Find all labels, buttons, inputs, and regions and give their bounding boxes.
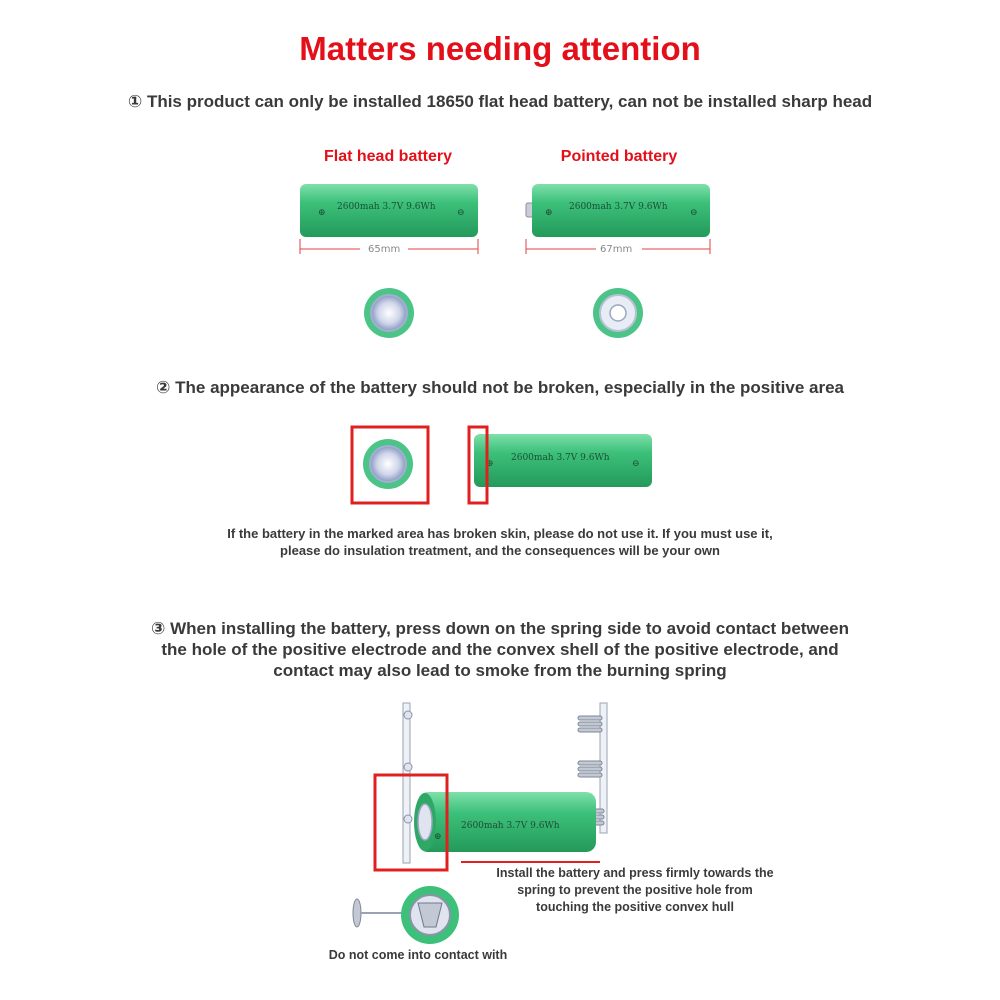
installed-battery-text: 2600mah 3.7V 9.6Wh xyxy=(461,821,560,831)
svg-text:⊕: ⊕ xyxy=(545,208,553,218)
flat-head-label: Flat head battery xyxy=(323,148,453,165)
flat-head-battery xyxy=(300,184,478,237)
note-3-line-1: ③ When installing the battery, press down on the spring side to avoid contact between xyxy=(151,619,849,638)
svg-text:⊕: ⊕ xyxy=(318,208,326,218)
install-caption xyxy=(470,865,800,916)
no-contact-illustration xyxy=(353,886,459,944)
page-title: Matters needing attention xyxy=(299,30,701,67)
svg-text:⊖: ⊖ xyxy=(457,208,465,218)
broken-note-line-2: please do insulation treatment, and the consequences will be your own xyxy=(280,543,720,558)
broken-skin-note xyxy=(0,525,1000,559)
pointed-label: Pointed battery xyxy=(560,148,678,165)
install-caption-line-3: touching the positive convex hull xyxy=(536,900,734,914)
install-caption-line-1: Install the battery and press firmly towards the xyxy=(496,866,774,880)
pointed-battery-text: 2600mah 3.7V 9.6Wh xyxy=(569,202,668,212)
svg-text:⊕: ⊕ xyxy=(434,832,442,842)
spring-middle xyxy=(578,761,602,777)
damage-battery-text: 2600mah 3.7V 9.6Wh xyxy=(511,453,610,463)
damage-battery xyxy=(474,434,652,487)
note-3-line-3: contact may also lead to smoke from the burning spring xyxy=(273,661,727,680)
battery-comparison-figure xyxy=(0,170,1000,345)
installed-battery xyxy=(414,792,596,852)
install-caption-line-2: spring to prevent the positive hole from xyxy=(517,883,753,897)
pointed-battery xyxy=(526,184,710,237)
pointed-end-view xyxy=(593,288,643,338)
damage-end-view xyxy=(363,439,413,489)
spring-top xyxy=(578,716,602,732)
note-1: ① This product can only be installed 18650 flat head battery, can not be installed sharp head xyxy=(127,92,873,111)
flat-dimension-line xyxy=(300,239,478,255)
svg-text:⊕: ⊕ xyxy=(486,459,494,469)
no-contact-caption: Do not come into contact with xyxy=(328,948,508,962)
installation-figure xyxy=(0,695,1000,965)
note-2: ② The appearance of the battery should not be broken, especially in the positive area xyxy=(156,378,844,397)
flat-end-view xyxy=(364,288,414,338)
note-3-line-2: the hole of the positive electrode and the convex shell of the positive electrode, and xyxy=(161,640,839,659)
pointed-dimension-line xyxy=(526,239,710,255)
pointed-dimension: 67mm xyxy=(600,244,633,255)
svg-text:⊖: ⊖ xyxy=(632,459,640,469)
flat-dimension: 65mm xyxy=(368,244,401,255)
left-contact-plate xyxy=(403,703,412,863)
svg-text:⊖: ⊖ xyxy=(690,208,698,218)
broken-note-line-1: If the battery in the marked area has broken skin, please do not use it. If you must use it, xyxy=(227,526,773,541)
battery-damage-figure xyxy=(0,420,1000,515)
flat-battery-text: 2600mah 3.7V 9.6Wh xyxy=(337,202,436,212)
note-3 xyxy=(0,618,1000,681)
